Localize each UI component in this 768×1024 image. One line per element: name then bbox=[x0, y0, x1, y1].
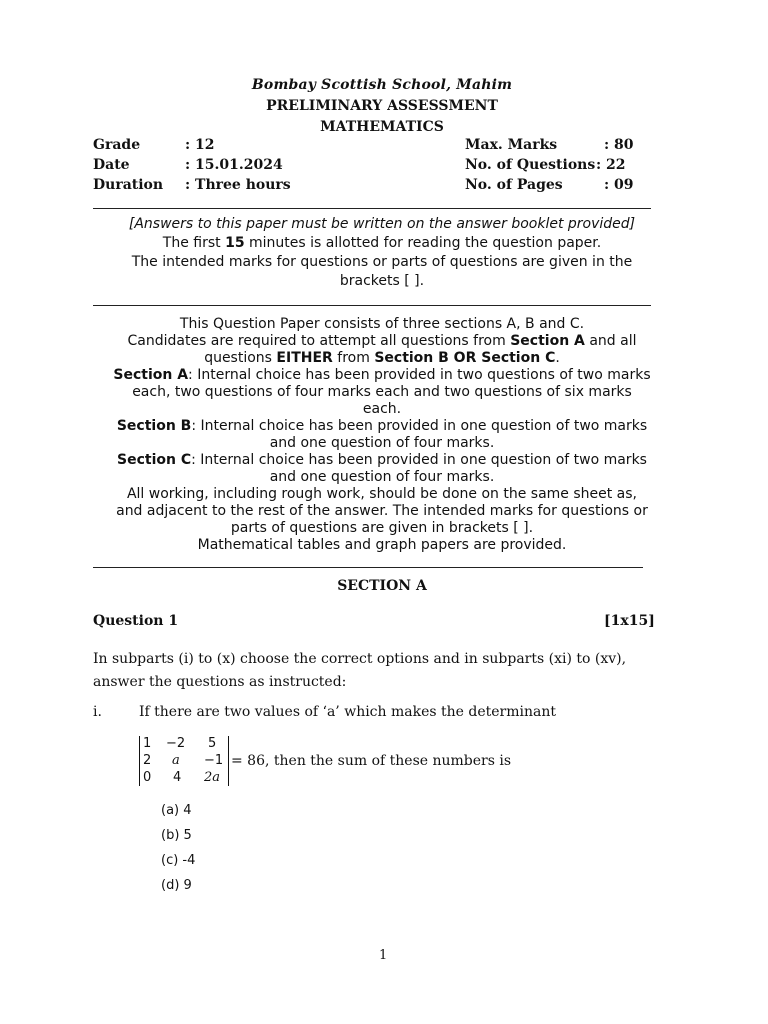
section-a-text-3: each. bbox=[362, 401, 402, 417]
section-a-label: Section A bbox=[113, 367, 189, 383]
option-c: (c) -4 bbox=[161, 853, 196, 868]
max-marks-value: : 80 bbox=[604, 137, 634, 153]
determinant-text: = 86, then the sum of these numbers is bbox=[231, 753, 512, 769]
section-a-note bbox=[93, 367, 671, 384]
instr-l2 bbox=[93, 333, 671, 350]
pages-label: No. of Pages bbox=[465, 177, 563, 193]
exam-title: PRELIMINARY ASSESSMENT bbox=[266, 98, 498, 114]
reading-time-num: 15 bbox=[225, 235, 245, 251]
question-intro-1: In subparts (i) to (x) choose the correct options and in subparts (xi) to (xv), bbox=[93, 651, 627, 667]
duration-label: Duration bbox=[93, 177, 164, 193]
question-intro-2: answer the questions as instructed: bbox=[93, 674, 347, 690]
matrix-cell: 2a bbox=[204, 770, 221, 785]
page-number: 1 bbox=[379, 948, 388, 963]
question-intro bbox=[93, 648, 673, 694]
question-label: Question 1 bbox=[93, 613, 179, 629]
subpart-number: i. bbox=[93, 704, 102, 720]
questions-value: : 22 bbox=[596, 157, 626, 173]
marks-note-1: The intended marks for questions or parts of questions are given in the bbox=[131, 254, 633, 270]
grade-label: Grade bbox=[93, 137, 141, 153]
grade-value: : 12 bbox=[185, 137, 215, 153]
working-note-2: and adjacent to the rest of the answer. The intended marks for questions or bbox=[116, 503, 648, 519]
instr-l3-bold2: Section B OR Section C bbox=[374, 350, 556, 366]
pages-value: : 09 bbox=[604, 177, 634, 193]
matrix-cell: −2 bbox=[166, 736, 186, 751]
section-title: SECTION A bbox=[337, 578, 427, 594]
section-b-text-1: : Internal choice has been provided in one question of two marks bbox=[191, 418, 648, 434]
option-b: (b) 5 bbox=[161, 828, 192, 843]
instr-l2-post: and all bbox=[589, 333, 637, 349]
instr-l3-pre: questions bbox=[204, 350, 272, 366]
reading-time bbox=[93, 235, 671, 252]
tables-note: Mathematical tables and graph papers are provided. bbox=[197, 537, 567, 553]
subpart-text: If there are two values of ‘a’ which makes the determinant bbox=[139, 704, 557, 720]
subject-title: MATHEMATICS bbox=[320, 119, 444, 135]
instr-l3 bbox=[93, 350, 671, 367]
questions-label: No. of Questions bbox=[465, 157, 596, 173]
section-a-text-1: : Internal choice has been provided in two questions of two marks bbox=[188, 367, 651, 383]
divider-1 bbox=[93, 208, 651, 209]
instr-l2-bold: Section A bbox=[510, 333, 585, 349]
divider-2 bbox=[93, 305, 651, 306]
option-a: (a) 4 bbox=[161, 803, 192, 818]
matrix-cell: 2 bbox=[143, 753, 152, 768]
working-note-1: All working, including rough work, should be done on the same sheet as, bbox=[126, 486, 638, 502]
reading-time-post: minutes is allotted for reading the question paper. bbox=[249, 235, 602, 251]
divider-3 bbox=[93, 567, 643, 568]
max-marks-label: Max. Marks bbox=[465, 137, 558, 153]
date-label: Date bbox=[93, 157, 130, 173]
matrix-cell: −1 bbox=[204, 753, 224, 768]
section-b-label: Section B bbox=[116, 418, 192, 434]
section-b-note bbox=[93, 418, 671, 435]
instr-l3-mid: from bbox=[337, 350, 370, 366]
working-note-3: parts of questions are given in brackets [ ]. bbox=[230, 520, 534, 536]
section-c-note bbox=[93, 452, 671, 469]
duration-value: : Three hours bbox=[185, 177, 291, 193]
matrix-cell: a bbox=[172, 753, 180, 768]
marks-note-2: brackets [ ]. bbox=[339, 273, 425, 289]
section-a-text-2: each, two questions of four marks each and two questions of six marks bbox=[132, 384, 632, 400]
section-b-text-2: and one question of four marks. bbox=[269, 435, 495, 451]
instructions-main bbox=[93, 316, 671, 554]
instr-l1: This Question Paper consists of three sections A, B and C. bbox=[179, 316, 585, 332]
question-marks: [1x15] bbox=[604, 613, 655, 629]
instructions-top bbox=[93, 216, 671, 290]
instr-l3-post: . bbox=[555, 350, 560, 366]
section-c-text-2: and one question of four marks. bbox=[269, 469, 495, 485]
instr-l2-pre: Candidates are required to attempt all questions from bbox=[127, 333, 506, 349]
matrix-cell: 1 bbox=[143, 736, 152, 751]
school-name: Bombay Scottish School, Mahim bbox=[251, 77, 513, 93]
matrix-cell: 0 bbox=[143, 770, 152, 785]
date-value: : 15.01.2024 bbox=[185, 157, 283, 173]
matrix-cell: 4 bbox=[173, 770, 182, 785]
instr-l3-bold1: EITHER bbox=[276, 350, 333, 366]
option-d: (d) 9 bbox=[161, 878, 192, 893]
section-c-label: Section C bbox=[117, 452, 192, 468]
matrix-cell: 5 bbox=[208, 736, 217, 751]
reading-time-pre: The first bbox=[162, 235, 221, 251]
section-c-text-1: : Internal choice has been provided in one question of two marks bbox=[191, 452, 647, 468]
answers-note: [Answers to this paper must be written on the answer booklet provided] bbox=[128, 216, 636, 232]
